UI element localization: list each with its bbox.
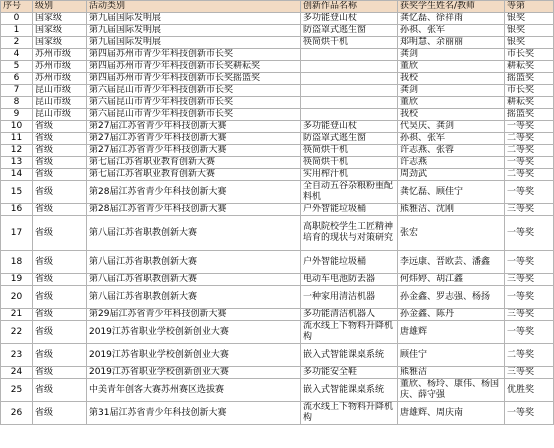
cell-level: 省级: [33, 169, 87, 181]
cell-work: 流水线上下物料升降机构: [301, 321, 398, 344]
cell-work: 多功能登山杖: [301, 13, 398, 25]
cell-work: [301, 49, 398, 61]
cell-level: 省级: [33, 286, 87, 309]
cell-work: 全自动五谷杂粮粉重配料机: [301, 181, 398, 204]
cell-activity: 第七届江苏省职业教育创新大赛: [87, 169, 301, 181]
cell-activity: 第29届江苏省青少年科技创新大赛: [87, 309, 301, 321]
cell-students: 龚剑: [398, 85, 505, 97]
cell-activity: 第九届国际发明展: [87, 13, 301, 25]
cell-students: 董欣、杨玲、康伟、杨国庆、薛守强: [398, 379, 505, 402]
cell-work: 高职院校学生工匠精神培育的现状与对策研究: [301, 216, 398, 251]
cell-work: 实用榨汁机: [301, 169, 398, 181]
cell-no: 19: [1, 274, 33, 286]
header-cell-no: 序号: [1, 1, 33, 13]
header-cell-students: 获奖学生姓名/教师: [398, 1, 505, 13]
cell-award: 二等奖: [505, 344, 554, 367]
cell-activity: 第九届国际发明展: [87, 37, 301, 49]
table-row: [1, 145, 554, 157]
cell-students: 唐雄辉: [398, 321, 505, 344]
cell-level: 苏州市级: [33, 73, 87, 85]
cell-award: 市长奖: [505, 49, 554, 61]
cell-work: [301, 97, 398, 109]
cell-students: 董欣: [398, 61, 505, 73]
cell-students: 何炜婷、胡江鑫: [398, 274, 505, 286]
cell-award: 二等奖: [505, 145, 554, 157]
cell-award: 三等奖: [505, 204, 554, 216]
table-row: [1, 49, 554, 61]
cell-level: 省级: [33, 157, 87, 169]
cell-activity: 第28届江苏省青少年科技创新大赛: [87, 204, 301, 216]
cell-students: 孙金鑫、陈丹: [398, 309, 505, 321]
table-row: [1, 169, 554, 181]
table-row: [1, 73, 554, 85]
table-row: [1, 181, 554, 204]
cell-no: 9: [1, 109, 33, 121]
cell-award: 一等奖: [505, 251, 554, 274]
table-row: [1, 309, 554, 321]
cell-activity: 中美青年创客大赛苏州赛区选拔赛: [87, 379, 301, 402]
cell-award: 耕耘奖: [505, 97, 554, 109]
cell-award: 一等奖: [505, 157, 554, 169]
cell-activity: 第27届江苏省青少年科技创新大赛: [87, 145, 301, 157]
cell-work: 筷简烘干机: [301, 157, 398, 169]
cell-no: 4: [1, 49, 33, 61]
cell-level: 苏州市级: [33, 61, 87, 73]
cell-students: 龚剑: [398, 49, 505, 61]
cell-award: 一等奖: [505, 181, 554, 204]
cell-work: 筷简烘干机: [301, 37, 398, 49]
cell-level: 国家级: [33, 25, 87, 37]
cell-activity: 第八届江苏省职教创新大赛: [87, 286, 301, 309]
table-row: [1, 402, 554, 425]
cell-award: 一等奖: [505, 216, 554, 251]
cell-no: 15: [1, 181, 33, 204]
cell-award: 银奖: [505, 25, 554, 37]
cell-no: 0: [1, 13, 33, 25]
cell-award: 一等奖: [505, 321, 554, 344]
cell-level: 省级: [33, 251, 87, 274]
cell-activity: 第七届江苏省职业教育创新大赛: [87, 157, 301, 169]
table-row: [1, 157, 554, 169]
cell-level: 省级: [33, 367, 87, 379]
cell-students: 张宏: [398, 216, 505, 251]
cell-award: 一等奖: [505, 402, 554, 425]
cell-activity: 第六届昆山市青少年科技创新市长奖: [87, 109, 301, 121]
cell-no: 14: [1, 169, 33, 181]
cell-award: 耕耘奖: [505, 61, 554, 73]
table-row: [1, 13, 554, 25]
table-row: [1, 109, 554, 121]
header-cell-award: 等第: [505, 1, 554, 13]
cell-students: 孙祺、张军: [398, 25, 505, 37]
cell-award: 市长奖: [505, 85, 554, 97]
cell-level: 省级: [33, 181, 87, 204]
cell-work: [301, 61, 398, 73]
table-row: [1, 133, 554, 145]
cell-award: 三等奖: [505, 367, 554, 379]
cell-award: 三等奖: [505, 274, 554, 286]
cell-students: 孙祺、张军: [398, 133, 505, 145]
cell-no: 2: [1, 37, 33, 49]
cell-work: [301, 109, 398, 121]
table-row: [1, 97, 554, 109]
cell-level: 省级: [33, 379, 87, 402]
cell-activity: 第27届江苏省青少年科技创新大赛: [87, 121, 301, 133]
header-cell-activity: 活动类别: [87, 1, 301, 13]
table-row: [1, 85, 554, 97]
cell-no: 20: [1, 286, 33, 309]
cell-award: 银奖: [505, 13, 554, 25]
cell-students: 孙金鑫、罗志强、杨扬: [398, 286, 505, 309]
table-row: [1, 61, 554, 73]
cell-award: 三等奖: [505, 309, 554, 321]
cell-award: 一等奖: [505, 121, 554, 133]
cell-students: 龚忆磊、徐祥雨: [398, 13, 505, 25]
cell-no: 6: [1, 73, 33, 85]
cell-level: 昆山市级: [33, 85, 87, 97]
cell-level: 省级: [33, 133, 87, 145]
cell-activity: 2019江苏省职业学校创新创业大赛: [87, 367, 301, 379]
cell-no: 16: [1, 204, 33, 216]
cell-work: 多功能安全鞋: [301, 367, 398, 379]
table-row: [1, 379, 554, 402]
table-row: [1, 37, 554, 49]
cell-level: 苏州市级: [33, 49, 87, 61]
header-row: [1, 1, 554, 13]
table-row: [1, 216, 554, 251]
cell-level: 省级: [33, 216, 87, 251]
cell-level: 国家级: [33, 13, 87, 25]
cell-students: 许志燕: [398, 157, 505, 169]
cell-activity: 第八届江苏省职教创新大赛: [87, 251, 301, 274]
cell-no: 12: [1, 145, 33, 157]
cell-level: 省级: [33, 402, 87, 425]
cell-activity: 第31届江苏省青少年科技创新大赛: [87, 402, 301, 425]
cell-activity: 第28届江苏省青少年科技创新大赛: [87, 181, 301, 204]
cell-students: 郑明慧、余丽丽: [398, 37, 505, 49]
cell-level: 昆山市级: [33, 109, 87, 121]
cell-level: 省级: [33, 204, 87, 216]
table-row: [1, 321, 554, 344]
cell-award: 优胜奖: [505, 379, 554, 402]
cell-students: 许志燕、张蓉: [398, 145, 505, 157]
table-row: [1, 274, 554, 286]
table-row: [1, 204, 554, 216]
cell-no: 5: [1, 61, 33, 73]
cell-level: 省级: [33, 145, 87, 157]
cell-award: 一等奖: [505, 286, 554, 309]
cell-activity: 第四届苏州市青少年科技创新市长奖: [87, 49, 301, 61]
cell-no: 8: [1, 97, 33, 109]
cell-level: 省级: [33, 309, 87, 321]
cell-level: 昆山市级: [33, 97, 87, 109]
cell-work: 户外智能垃圾桶: [301, 204, 398, 216]
cell-level: 省级: [33, 121, 87, 133]
cell-no: 22: [1, 321, 33, 344]
cell-work: 多功能登山杖: [301, 121, 398, 133]
cell-work: 户外智能垃圾桶: [301, 251, 398, 274]
cell-activity: 第27届江苏省青少年科技创新大赛: [87, 133, 301, 145]
cell-no: 17: [1, 216, 33, 251]
cell-work: 防盗罩式逃生窗: [301, 133, 398, 145]
cell-activity: 第四届苏州市青少年科技创新市长奖耕耘奖: [87, 61, 301, 73]
cell-work: 一种家用清洁机器: [301, 286, 398, 309]
cell-activity: 第八届江苏省职教创新大赛: [87, 216, 301, 251]
cell-work: [301, 73, 398, 85]
cell-activity: 第八届江苏省职教创新大赛: [87, 274, 301, 286]
table-row: [1, 286, 554, 309]
cell-students: 我校: [398, 73, 505, 85]
table-row: [1, 251, 554, 274]
cell-no: 18: [1, 251, 33, 274]
cell-no: 13: [1, 157, 33, 169]
table-row: [1, 344, 554, 367]
cell-work: 多功能清洁机器人: [301, 309, 398, 321]
cell-award: 摇篮奖: [505, 109, 554, 121]
cell-level: 国家级: [33, 37, 87, 49]
header-cell-work: 创新作品名称: [301, 1, 398, 13]
table-body: [1, 13, 554, 425]
cell-work: 嵌入式智能课桌系统: [301, 344, 398, 367]
cell-no: 21: [1, 309, 33, 321]
cell-no: 11: [1, 133, 33, 145]
table-row: [1, 25, 554, 37]
cell-students: 代昊庆、龚剑: [398, 121, 505, 133]
cell-students: 董欣: [398, 97, 505, 109]
table-row: [1, 121, 554, 133]
cell-no: 24: [1, 367, 33, 379]
cell-level: 省级: [33, 344, 87, 367]
cell-work: 流水线上下物料升降机构: [301, 402, 398, 425]
cell-level: 省级: [33, 274, 87, 286]
cell-activity: 2019江苏省职业学校创新创业大赛: [87, 344, 301, 367]
cell-work: 筷简烘干机: [301, 145, 398, 157]
cell-work: 防盗罩式逃生窗: [301, 25, 398, 37]
cell-award: 银奖: [505, 37, 554, 49]
cell-no: 25: [1, 379, 33, 402]
cell-students: 龚忆磊、顾佳宁: [398, 181, 505, 204]
header-cell-level: 级别: [33, 1, 87, 13]
cell-students: 李远康、晋欧芸、潘鑫: [398, 251, 505, 274]
cell-no: 26: [1, 402, 33, 425]
cell-no: 1: [1, 25, 33, 37]
cell-activity: 2019江苏省职业学校创新创业大赛: [87, 321, 301, 344]
cell-no: 23: [1, 344, 33, 367]
cell-award: 二等奖: [505, 133, 554, 145]
cell-students: 顾佳宁: [398, 344, 505, 367]
cell-work: 电动车电池防丢器: [301, 274, 398, 286]
cell-students: 我校: [398, 109, 505, 121]
cell-activity: 第六届昆山市青少年科技创新市长奖: [87, 85, 301, 97]
cell-activity: 第六届昆山市青少年科技创新市长奖: [87, 97, 301, 109]
table-row: [1, 367, 554, 379]
cell-award: 摇篮奖: [505, 73, 554, 85]
cell-students: 唐雄辉、周庆南: [398, 402, 505, 425]
cell-level: 省级: [33, 321, 87, 344]
cell-students: 周劲武: [398, 169, 505, 181]
cell-students: 熊雅洁、沈刚: [398, 204, 505, 216]
cell-students: 熊雅洁: [398, 367, 505, 379]
cell-activity: 第九届国际发明展: [87, 25, 301, 37]
cell-activity: 第四届苏州市青少年科技创新市长奖摇篮奖: [87, 73, 301, 85]
cell-no: 10: [1, 121, 33, 133]
cell-work: 嵌入式智能课桌系统: [301, 379, 398, 402]
cell-no: 7: [1, 85, 33, 97]
cell-award: 二等奖: [505, 169, 554, 181]
cell-work: [301, 85, 398, 97]
